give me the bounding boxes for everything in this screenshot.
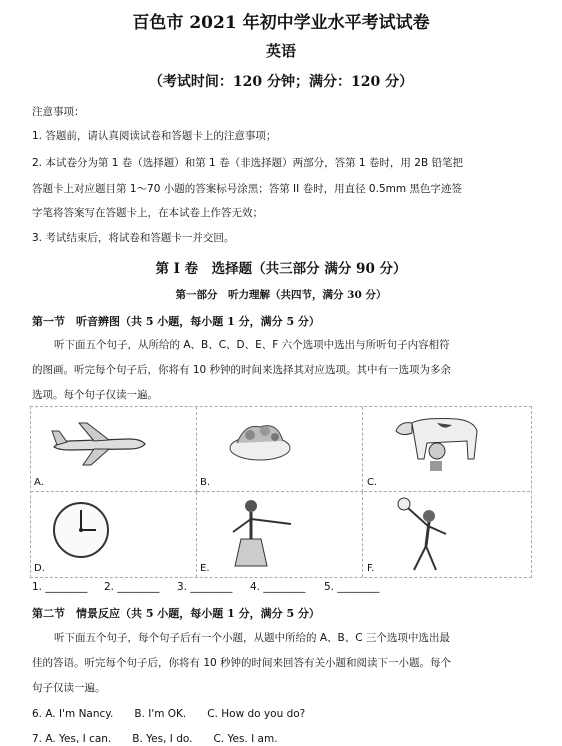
picture-label: F. <box>367 563 375 574</box>
picture-a <box>31 407 197 492</box>
s2-line: 听下面五个句子，每个句子后有一个小题，从题中所给的 A、B、C 三个选项中选出最 <box>54 632 450 644</box>
time-info: （考试时间：120 分钟；满分：120 分） <box>148 74 414 90</box>
clock-icon <box>51 500 111 560</box>
note-line: 字笔将答案写在答题卡上，在本试卷上作答无效； <box>32 207 263 219</box>
volleyball-player-icon <box>384 494 464 574</box>
note-line: 1. 答题前，请认真阅读试卷和答题卡上的注意事项； <box>32 130 277 142</box>
airplane-icon <box>49 419 149 469</box>
picture-c <box>364 407 530 492</box>
s2-title: 第二节 情景反应（共 5 小题，每小题 1 分，满分 5 分） <box>32 607 320 620</box>
picture-label: C. <box>367 477 378 488</box>
question-7: 7. A. Yes, I can. B. Yes, I do. C. Yes. I am. <box>32 733 278 745</box>
section1-title: 第一部分 听力理解（共四节，满分 30 分） <box>175 289 387 301</box>
picture-d <box>31 492 197 577</box>
s1-line: 选项。每个句子仅读一遍。 <box>32 389 158 401</box>
answer-blank: 5. ________ <box>324 581 380 593</box>
s1-line: 听下面五个句子，从所给的 A、B、C、D、E、F 六个选项中选出与所听句子内容相符 <box>54 339 450 351</box>
s1-title: 第一节 听音辨图（共 5 小题，每小题 1 分，满分 5 分） <box>32 315 320 328</box>
note-line: 2. 本试卷分为第 1 卷（选择题）和第 1 卷（非选择题）两部分，答第 1 卷时，用 2B 铅笔把 <box>32 157 463 169</box>
picture-label: A. <box>34 477 44 488</box>
s1-line: 的图画。听完每个句子后，你将有 10 秒钟的时间来选择其对应选项。其中有一选项为多余 <box>32 364 452 376</box>
subject-title: 英语 <box>265 42 296 60</box>
s2-line: 佳的答语。听完每个句子后，你将有 10 秒钟的时间来回答有关小题和阅读下一小题。每个 <box>32 657 452 669</box>
notes-heading: 注意事项： <box>32 106 85 118</box>
answer-blank: 1. ________ <box>32 581 88 593</box>
note-line: 3. 考试结束后，将试卷和答题卡一并交回。 <box>32 232 235 244</box>
s2-line: 句子仅读一遍。 <box>32 682 106 694</box>
food-plate-icon <box>225 413 295 468</box>
picture-label: D. <box>34 563 45 574</box>
picture-b <box>197 407 363 492</box>
picture-e <box>197 492 363 577</box>
picture-label: E. <box>200 563 210 574</box>
answer-blank: 2. ________ <box>104 581 160 593</box>
picture-grid <box>30 406 532 578</box>
picture-f <box>364 492 530 577</box>
exam-title: 百色市 2021 年初中学业水平考试试卷 <box>132 13 430 33</box>
note-line: 答题卡上对应题目第 1～70 小题的答案标号涂黑；答第 II 卷时，用直径 0.5mm 黑色字迹签 <box>32 183 462 195</box>
milking-cow-icon <box>382 411 482 476</box>
question-6: 6. A. I'm Nancy. B. I'm OK. C. How do you do? <box>32 708 306 720</box>
picture-label: B. <box>200 477 211 488</box>
answer-blank: 3. ________ <box>177 581 233 593</box>
dancer-icon <box>221 494 301 574</box>
answer-blank: 4. ________ <box>250 581 306 593</box>
part1-title: 第 I 卷 选择题（共三部分 满分 90 分） <box>155 261 407 277</box>
